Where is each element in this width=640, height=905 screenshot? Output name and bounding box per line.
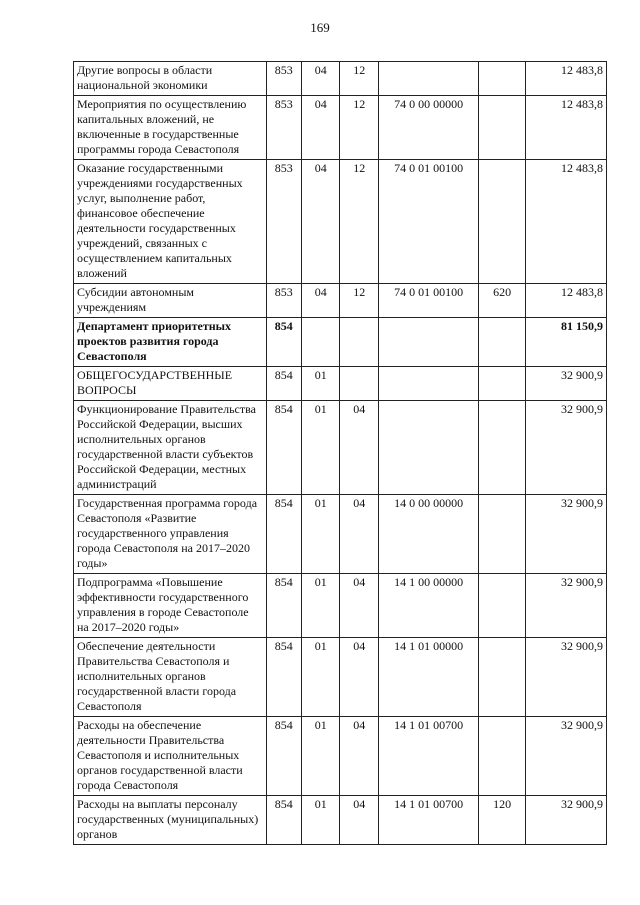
row-name-cell: ОБЩЕГОСУДАРСТВЕННЫЕ ВОПРОСЫ [74,367,267,401]
row-target-item-cell: 14 1 01 00000 [378,638,478,717]
row-expense-type-cell [479,495,526,574]
row-amount-cell: 12 483,8 [525,62,606,96]
row-amount-cell: 32 900,9 [525,367,606,401]
budget-table [73,61,607,845]
row-amount-cell: 81 150,9 [525,318,606,367]
row-name-cell: Субсидии автономным учреждениям [74,284,267,318]
row-section-cell: 01 [301,367,340,401]
row-name-cell: Мероприятия по осуществлению капитальных вложений, не включенные в государственные программы города Севастополя [74,96,267,160]
table-row [74,318,607,367]
table-row [74,796,607,845]
row-expense-type-cell [479,401,526,495]
row-amount-cell: 32 900,9 [525,401,606,495]
row-subsection-cell: 12 [340,96,379,160]
row-subsection-cell: 04 [340,717,379,796]
row-subsection-cell [340,367,379,401]
row-section-cell: 01 [301,638,340,717]
row-expense-type-cell [479,62,526,96]
row-target-item-cell [378,318,478,367]
row-section-cell: 01 [301,401,340,495]
row-target-item-cell: 74 0 01 00100 [378,284,478,318]
row-section-cell: 01 [301,717,340,796]
row-expense-type-cell [479,574,526,638]
row-section-cell: 04 [301,96,340,160]
row-subsection-cell: 04 [340,638,379,717]
row-amount-cell: 12 483,8 [525,284,606,318]
row-subsection-cell: 04 [340,401,379,495]
row-name-cell: Другие вопросы в области национальной экономики [74,62,267,96]
row-subsection-cell: 12 [340,160,379,284]
row-expense-type-cell [479,638,526,717]
row-expense-type-cell [479,318,526,367]
row-grbs-cell: 853 [266,96,301,160]
row-subsection-cell [340,318,379,367]
row-name-cell: Функционирование Правительства Российской Федерации, высших исполнительных органов государственной власти субъектов Российской Федерации, местных администраций [74,401,267,495]
row-grbs-cell: 854 [266,318,301,367]
row-target-item-cell [378,367,478,401]
table-row [74,96,607,160]
row-name-cell: Департамент приоритетных проектов развития города Севастополя [74,318,267,367]
row-section-cell [301,318,340,367]
row-amount-cell: 32 900,9 [525,638,606,717]
row-grbs-cell: 854 [266,796,301,845]
row-amount-cell: 12 483,8 [525,160,606,284]
row-target-item-cell: 14 0 00 00000 [378,495,478,574]
row-name-cell: Обеспечение деятельности Правительства Севастополя и исполнительных органов государственной власти города Севастополя [74,638,267,717]
table-row [74,638,607,717]
row-grbs-cell: 854 [266,367,301,401]
row-target-item-cell: 14 1 01 00700 [378,796,478,845]
table-row [74,160,607,284]
row-grbs-cell: 853 [266,62,301,96]
row-expense-type-cell [479,717,526,796]
row-section-cell: 01 [301,495,340,574]
row-expense-type-cell [479,160,526,284]
table-row [74,367,607,401]
row-subsection-cell: 12 [340,62,379,96]
row-amount-cell: 32 900,9 [525,796,606,845]
row-section-cell: 04 [301,62,340,96]
row-grbs-cell: 854 [266,495,301,574]
row-grbs-cell: 853 [266,284,301,318]
row-name-cell: Расходы на выплаты персоналу государственных (муниципальных) органов [74,796,267,845]
row-target-item-cell [378,401,478,495]
row-expense-type-cell: 120 [479,796,526,845]
row-section-cell: 01 [301,574,340,638]
row-grbs-cell: 854 [266,717,301,796]
row-amount-cell: 12 483,8 [525,96,606,160]
row-subsection-cell: 04 [340,495,379,574]
row-target-item-cell [378,62,478,96]
table-row [74,495,607,574]
row-grbs-cell: 853 [266,160,301,284]
table-row [74,401,607,495]
row-name-cell: Подпрограмма «Повышение эффективности государственного управления в городе Севастополе на 2017–2020 годы» [74,574,267,638]
row-target-item-cell: 14 1 00 00000 [378,574,478,638]
row-name-cell: Оказание государственными учреждениями государственных услуг, выполнение работ, финансовое обеспечение деятельности государственных учреждений, связанных с осуществлением капитальных вложений [74,160,267,284]
row-expense-type-cell: 620 [479,284,526,318]
table-row [74,574,607,638]
row-grbs-cell: 854 [266,574,301,638]
table-row [74,62,607,96]
row-grbs-cell: 854 [266,638,301,717]
row-target-item-cell: 74 0 00 00000 [378,96,478,160]
row-section-cell: 04 [301,284,340,318]
row-subsection-cell: 04 [340,796,379,845]
row-grbs-cell: 854 [266,401,301,495]
row-section-cell: 01 [301,796,340,845]
row-section-cell: 04 [301,160,340,284]
row-amount-cell: 32 900,9 [525,495,606,574]
table-row [74,284,607,318]
row-name-cell: Расходы на обеспечение деятельности Правительства Севастополя и исполнительных органов государственной власти города Севастополя [74,717,267,796]
row-subsection-cell: 12 [340,284,379,318]
row-target-item-cell: 14 1 01 00700 [378,717,478,796]
row-target-item-cell: 74 0 01 00100 [378,160,478,284]
row-name-cell: Государственная программа города Севастополя «Развитие государственного управления города Севастополя на 2017–2020 годы» [74,495,267,574]
row-subsection-cell: 04 [340,574,379,638]
table-row [74,717,607,796]
page-number: 169 [310,20,330,35]
row-expense-type-cell [479,367,526,401]
row-amount-cell: 32 900,9 [525,717,606,796]
row-amount-cell: 32 900,9 [525,574,606,638]
row-expense-type-cell [479,96,526,160]
